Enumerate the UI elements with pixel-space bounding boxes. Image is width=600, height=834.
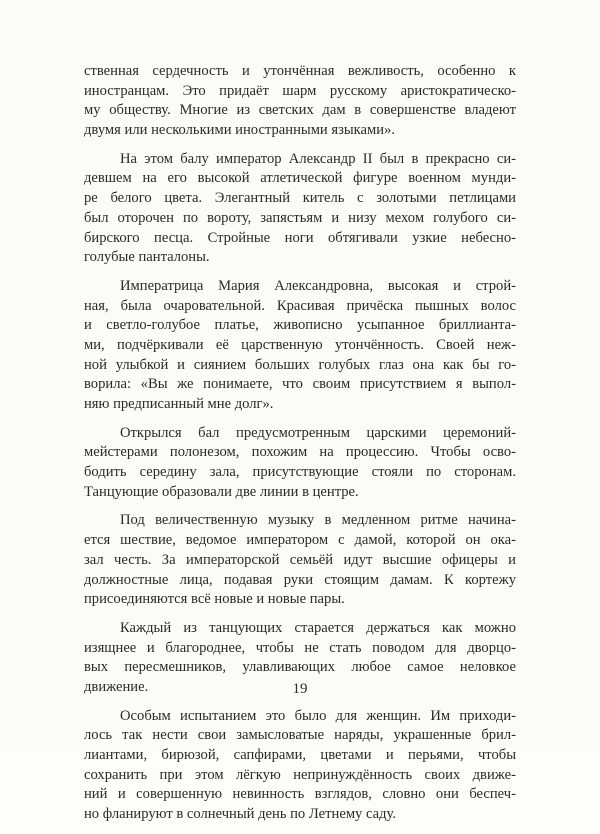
text-line: няю предписанный мне долг».: [84, 396, 274, 412]
paragraph-7: [84, 707, 516, 825]
text-line: ная, была очаровательной. Красивая причёска пышных волос: [84, 297, 516, 314]
text-line: но фланируют в солнечный день по Летнему саду.: [84, 806, 397, 823]
text-line: Особым испытанием это было для женщин. Им приходи-: [120, 707, 516, 724]
text-line: двумя или несколькими иностранными языками».: [84, 122, 396, 139]
text-line: бирского песца. Стройные ноги обтягивали узкие небесно-: [84, 229, 516, 246]
text-line: ется шествие, ведомое императором с дамой, которой он ока-: [84, 532, 516, 549]
text-line: сохранить при этом лёгкую непринуждённость своих движе-: [84, 766, 516, 783]
paragraph-5: [84, 511, 516, 609]
paragraph-3: [84, 277, 516, 415]
text-line: вых пересмешников, улавливающих любое самое неловкое: [84, 659, 516, 676]
text-line: голубые панталоны.: [84, 249, 210, 266]
text-line: мейстерами полонезом, похожим на процессию. Чтобы осво-: [84, 444, 516, 461]
text-line: Танцующие образовали две линии в центре.: [84, 483, 359, 500]
text-line: изящнее и благороднее, чтобы не стать поводом для дворцо-: [84, 639, 516, 656]
text-line: лось так нести свои замысловатые наряды, украшенные брил-: [84, 727, 516, 744]
text-line: был оторочен по вороту, запястьям и низу мехом голубого си-: [84, 209, 516, 226]
text-line: лиантами, бирюзой, сапфирами, цветами и перьями, чтобы: [84, 747, 516, 763]
text-line: На этом балу император Александр II был в прекрасно си-: [120, 150, 516, 167]
text-line: му обществу. Многие из светских дам в совершенстве владеют: [84, 102, 516, 119]
text-line: присоединяются всё новые и новые пары.: [84, 591, 345, 608]
page-number: 19: [292, 681, 308, 697]
body-text: [84, 62, 516, 834]
text-line: и светло-голубое платье, живописно усыпанное бриллианта-: [84, 317, 516, 334]
text-line: Каждый из танцующих старается держаться как можно: [120, 619, 516, 636]
text-line: ний и совершенную невинность взглядов, словно они беспеч-: [84, 786, 516, 803]
text-line: девшем на его высокой атлетической фигуре военном мунди-: [84, 170, 516, 187]
text-line: ре белого цвета. Элегантный китель с золотыми петлицами: [84, 190, 516, 207]
text-line: Под величественную музыку в медленном ритме начина-: [120, 512, 516, 529]
text-line: ной улыбкой и сиянием больших голубых глаз она как бы го-: [84, 356, 516, 373]
text-line: движение.: [84, 678, 149, 695]
text-line: Открылся бал предусмотренным царскими церемоний-: [120, 424, 516, 441]
text-line: Императрица Мария Александровна, высокая и строй-: [120, 277, 516, 294]
text-line: ми, подчёркивали её царственную утончённость. Своей неж-: [84, 336, 516, 353]
text-line: бодить середину зала, присутствующие стояли по сторонам.: [84, 464, 516, 481]
paragraph-4: [84, 424, 516, 503]
paragraph-1: [84, 62, 516, 141]
text-line: ворила: «Вы же понимаете, что своим присутствием я выпол-: [84, 376, 516, 393]
text-line: зал честь. За императорской семьёй идут высшие офицеры и: [84, 551, 516, 568]
text-line: должностные лица, подавая руки стоящим дамам. К кортежу: [84, 571, 516, 588]
text-line: ственная сердечность и утончённая вежливость, особенно к: [84, 63, 516, 79]
text-line: иностранцам. Это придаёт шарм русскому аристократическо-: [84, 82, 516, 99]
paragraph-2: [84, 150, 516, 268]
